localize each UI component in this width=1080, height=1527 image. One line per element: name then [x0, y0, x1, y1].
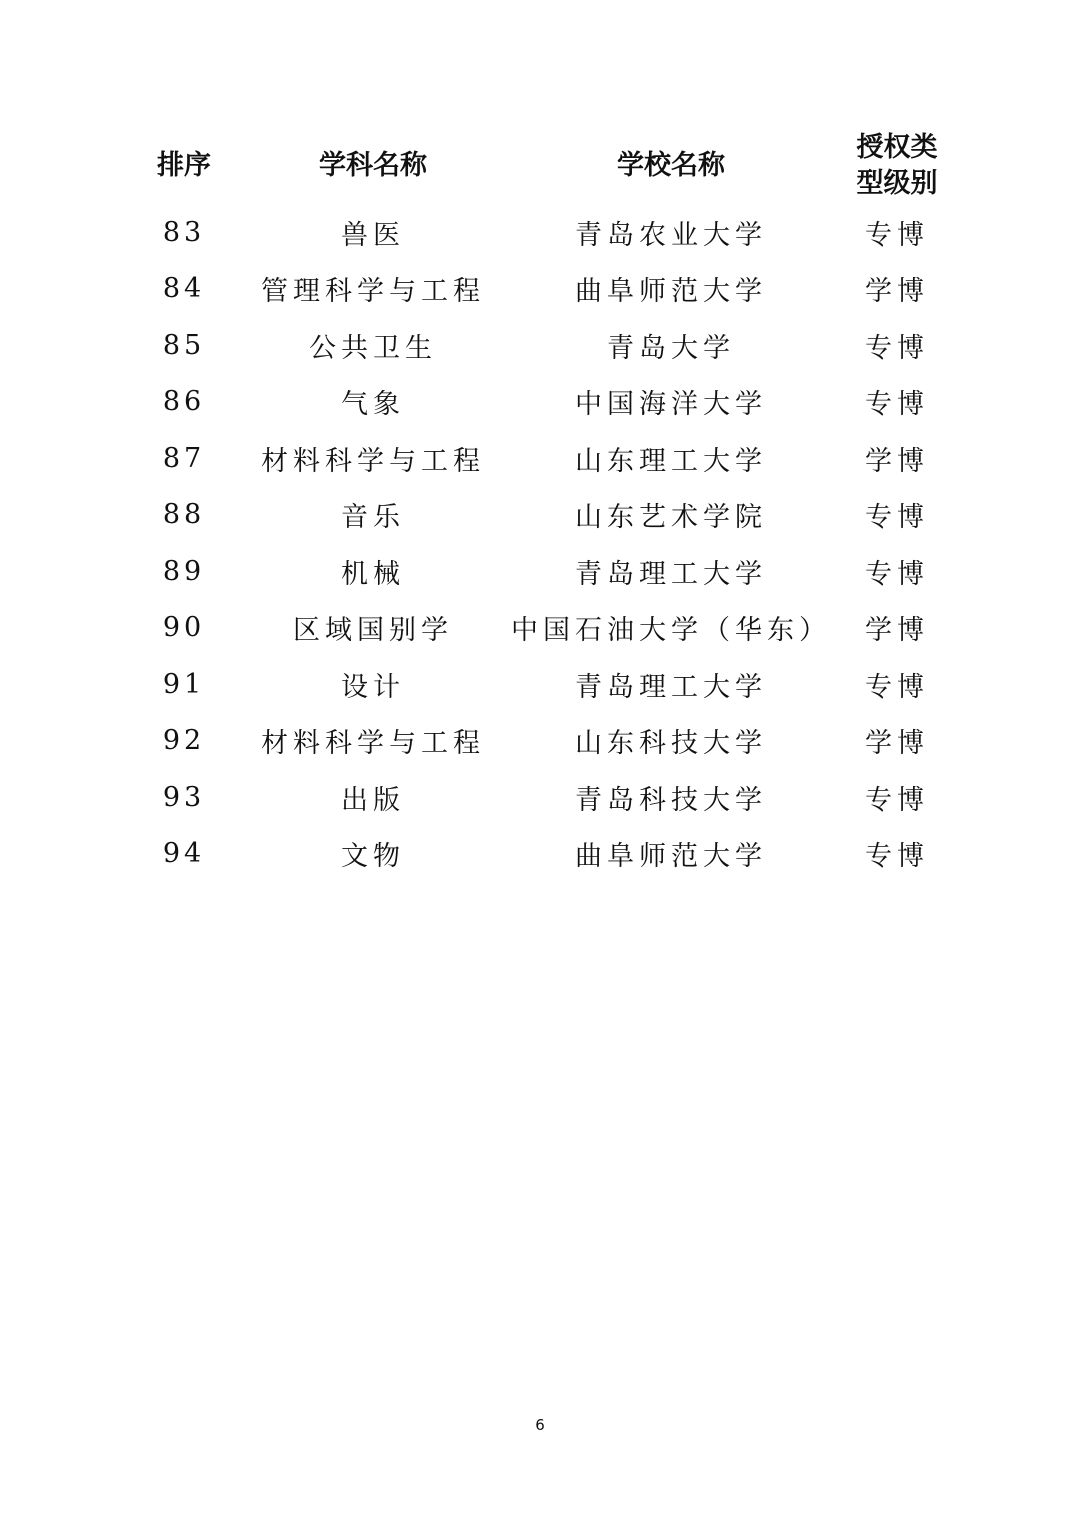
school-cell: 青岛农业大学 [575, 219, 767, 251]
rank-cell: 94 [162, 838, 206, 870]
school-cell: 山东理工大学 [575, 445, 767, 477]
header-school: 学校名称 [617, 150, 725, 181]
school-cell: 青岛大学 [607, 332, 735, 364]
table-row [130, 430, 960, 487]
subject-cell: 出版 [341, 784, 405, 816]
ranking-table [130, 128, 960, 882]
table-body [130, 204, 960, 882]
type-cell: 专博 [865, 219, 929, 251]
rank-cell: 89 [162, 555, 206, 587]
subject-cell: 设计 [341, 671, 405, 703]
page-number: 6 [535, 1416, 545, 1434]
subject-cell: 管理科学与工程 [261, 276, 485, 308]
rank-cell: 92 [162, 725, 206, 757]
school-cell: 青岛理工大学 [575, 558, 767, 590]
header-type-line2: 型级别 [856, 168, 938, 199]
subject-cell: 兽医 [341, 219, 405, 251]
subject-cell: 机械 [341, 558, 405, 590]
table-row [130, 826, 960, 883]
subject-cell: 材料科学与工程 [261, 445, 485, 477]
rank-cell: 91 [162, 668, 206, 700]
school-cell: 山东艺术学院 [575, 502, 767, 534]
rank-cell: 93 [162, 781, 206, 813]
type-cell: 专博 [865, 502, 929, 534]
header-type [834, 128, 960, 204]
table-row [130, 374, 960, 431]
type-cell: 学博 [865, 615, 929, 647]
type-cell: 学博 [865, 445, 929, 477]
table-row [130, 543, 960, 600]
table-row [130, 656, 960, 713]
rank-cell: 88 [162, 499, 206, 531]
school-cell: 中国海洋大学 [575, 389, 767, 421]
table-row [130, 204, 960, 261]
type-cell: 专博 [865, 332, 929, 364]
header-type-line1: 授权类 [856, 132, 938, 163]
subject-cell: 音乐 [341, 502, 405, 534]
rank-cell: 86 [162, 386, 206, 418]
rank-cell: 84 [162, 273, 206, 305]
type-cell: 专博 [865, 558, 929, 590]
subject-cell: 区域国别学 [293, 615, 453, 647]
school-cell: 曲阜师范大学 [575, 841, 767, 873]
table-header [130, 128, 960, 204]
table-row [130, 317, 960, 374]
table-row [130, 600, 960, 657]
subject-cell: 文物 [341, 841, 405, 873]
rank-cell: 85 [162, 329, 206, 361]
type-cell: 专博 [865, 841, 929, 873]
rank-cell: 87 [162, 442, 206, 474]
header-row [130, 128, 960, 204]
type-cell: 专博 [865, 389, 929, 421]
type-cell: 专博 [865, 671, 929, 703]
subject-cell: 公共卫生 [309, 332, 437, 364]
table-row [130, 261, 960, 318]
school-cell: 青岛理工大学 [575, 671, 767, 703]
school-cell: 青岛科技大学 [575, 784, 767, 816]
subject-cell: 材料科学与工程 [261, 728, 485, 760]
table-row [130, 713, 960, 770]
header-rank: 排序 [157, 150, 211, 181]
rank-cell: 83 [162, 216, 206, 248]
school-cell: 曲阜师范大学 [575, 276, 767, 308]
type-cell: 专博 [865, 784, 929, 816]
type-cell: 学博 [865, 728, 929, 760]
table-row [130, 487, 960, 544]
rank-cell: 90 [162, 612, 206, 644]
subject-cell: 气象 [341, 389, 405, 421]
header-subject: 学科名称 [319, 150, 427, 181]
school-cell: 山东科技大学 [575, 728, 767, 760]
school-cell: 中国石油大学（华东） [511, 615, 831, 647]
type-cell: 学博 [865, 276, 929, 308]
table-row [130, 769, 960, 826]
